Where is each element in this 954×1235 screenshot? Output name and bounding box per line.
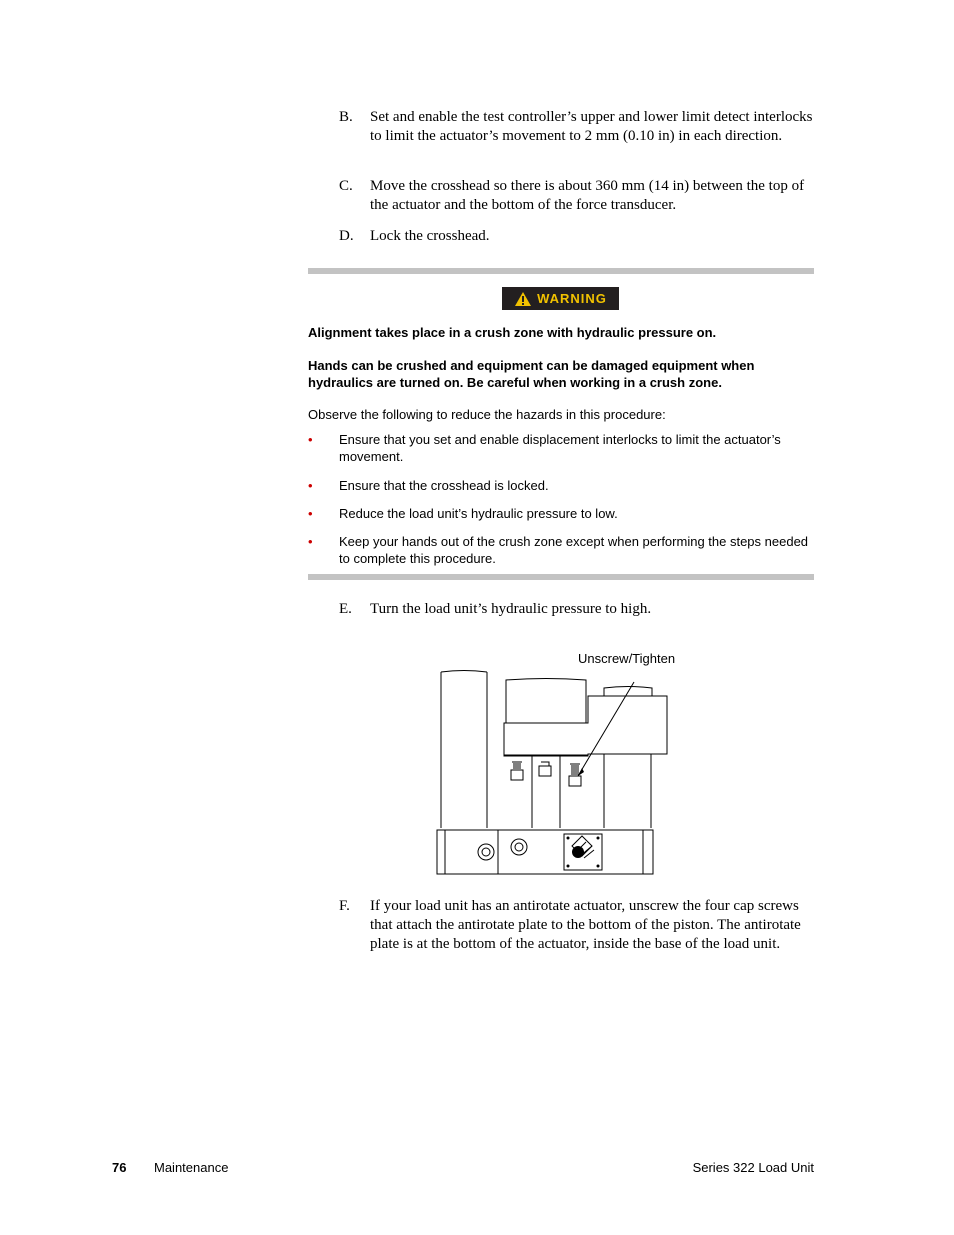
warning-bottom-rule: [308, 574, 814, 580]
warning-label: WARNING: [537, 291, 607, 306]
step-text: Turn the load unit’s hydraulic pressure to high.: [370, 601, 652, 617]
step-letter: C.: [339, 178, 353, 194]
load-unit-base-diagram: [436, 648, 696, 880]
step-letter: B.: [339, 109, 353, 125]
warning-bullet: [308, 505, 814, 522]
warning-triangle-icon: [514, 291, 532, 307]
step-text: Set and enable the test controller’s upper and lower limit detect interlocks to limit the actuator’s movement to 2 mm (0.10 in) in each direction.: [370, 109, 813, 144]
warning-headline: Alignment takes place in a crush zone with hydraulic pressure on.: [308, 325, 717, 340]
step-text: Lock the crosshead.: [370, 228, 490, 244]
bullet-text: Ensure that you set and enable displacement interlocks to limit the actuator’s movement.: [339, 432, 781, 464]
step-f: [339, 897, 819, 954]
bullet-text: Keep your hands out of the crush zone except when performing the steps needed to complete this procedure.: [339, 534, 809, 566]
warning-bullet: [308, 477, 814, 494]
step-e: [339, 600, 819, 619]
step-letter: E.: [339, 601, 352, 617]
warning-badge: [502, 287, 619, 310]
step-d: [339, 227, 819, 246]
footer-section: Maintenance: [154, 1160, 229, 1175]
bullet-text: Reduce the load unit’s hydraulic pressure to low.: [339, 506, 618, 521]
warning-top-rule: [308, 268, 814, 274]
warning-bullet: [308, 431, 814, 465]
step-text: If your load unit has an antirotate actuator, unscrew the four cap screws that attach the antirotate plate to the bottom of the piston. The antirotate plate is at the bottom of the actuator, inside the base of the load unit.: [370, 898, 801, 952]
step-letter: F.: [339, 898, 350, 914]
warning-bullet: [308, 533, 814, 567]
bullet-mark: •: [308, 506, 313, 521]
warning-intro: Observe the following to reduce the hazards in this procedure:: [308, 407, 666, 422]
figure-callout-label: Unscrew/Tighten: [578, 651, 676, 666]
footer-title: Series 322 Load Unit: [692, 1160, 814, 1175]
bullet-text: Ensure that the crosshead is locked.: [339, 478, 549, 493]
bullet-mark: •: [308, 478, 313, 493]
bullet-mark: •: [308, 534, 313, 549]
step-text: Move the crosshead so there is about 360 mm (14 in) between the top of the actuator and the bottom of the force transducer.: [370, 178, 805, 213]
bullet-mark: •: [308, 432, 313, 447]
warning-detail: Hands can be crushed and equipment can be damaged equipment when hydraulics are turned on. Be careful when working in a crush zone.: [308, 358, 755, 390]
step-c: [339, 177, 819, 215]
footer-page-number: 76: [112, 1160, 127, 1175]
step-letter: D.: [339, 228, 354, 244]
step-b: [339, 108, 819, 146]
